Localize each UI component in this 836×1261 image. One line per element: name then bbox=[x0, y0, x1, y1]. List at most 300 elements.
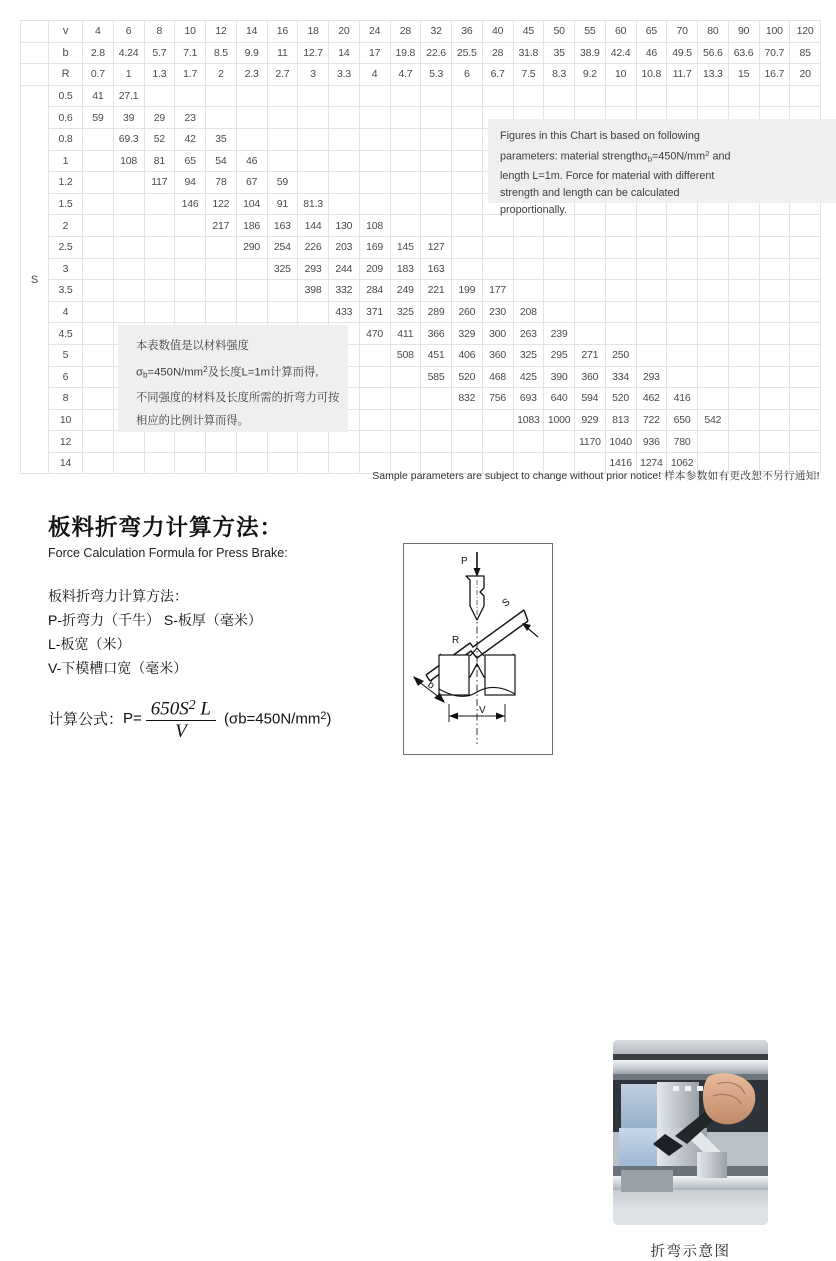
table-cell: 81.3 bbox=[298, 193, 329, 215]
table-cell bbox=[759, 431, 790, 453]
header-cell-R: 15 bbox=[728, 64, 759, 86]
table-cell: 332 bbox=[329, 280, 360, 302]
header-cell-v: 8 bbox=[144, 21, 175, 43]
header-cell-b: 85 bbox=[790, 42, 821, 64]
row-header-thickness: 1.5 bbox=[49, 193, 83, 215]
table-cell: 371 bbox=[359, 301, 390, 323]
table-cell bbox=[790, 431, 821, 453]
table-cell bbox=[544, 107, 575, 129]
table-cell bbox=[759, 236, 790, 258]
header-cell-b: 22.6 bbox=[421, 42, 452, 64]
table-cell: 144 bbox=[298, 215, 329, 237]
header-label-R: R bbox=[49, 64, 83, 86]
table-cell: 585 bbox=[421, 366, 452, 388]
table-corner-blank bbox=[21, 64, 49, 86]
formula-line-3: L-板宽（米） bbox=[48, 636, 131, 652]
mm-squared-sup: 2 bbox=[705, 149, 710, 159]
table-cell bbox=[267, 280, 298, 302]
table-cell bbox=[575, 150, 606, 172]
formula-line-4: V-下模槽口宽（毫米） bbox=[48, 660, 188, 676]
table-cell bbox=[728, 85, 759, 107]
table-cell bbox=[359, 193, 390, 215]
row-header-thickness: 12 bbox=[49, 431, 83, 453]
table-cell bbox=[83, 150, 114, 172]
table-cell bbox=[482, 172, 513, 194]
table-cell bbox=[728, 215, 759, 237]
table-cell bbox=[206, 431, 237, 453]
table-cell bbox=[298, 128, 329, 150]
table-cell: 27.1 bbox=[113, 85, 144, 107]
table-cell bbox=[790, 85, 821, 107]
table-cell: 59 bbox=[83, 107, 114, 129]
header-cell-v: 14 bbox=[236, 21, 267, 43]
table-cell: 813 bbox=[605, 409, 636, 431]
note-cn-line-3: 不同强度的材料及长度所需的折弯力可按 bbox=[136, 391, 340, 404]
table-cell bbox=[83, 409, 114, 431]
header-cell-b: 35 bbox=[544, 42, 575, 64]
header-cell-v: 28 bbox=[390, 21, 421, 43]
note-en-line-5: proportionally. bbox=[500, 204, 568, 217]
bend-force-table bbox=[20, 20, 821, 474]
table-cell bbox=[175, 85, 206, 107]
table-row bbox=[21, 344, 821, 366]
table-cell bbox=[329, 107, 360, 129]
table-cell bbox=[329, 323, 360, 345]
table-cell bbox=[206, 409, 237, 431]
table-cell bbox=[452, 431, 483, 453]
table-cell bbox=[206, 323, 237, 345]
table-cell bbox=[236, 431, 267, 453]
table-cell bbox=[544, 431, 575, 453]
table-row bbox=[21, 193, 821, 215]
table-cell bbox=[175, 258, 206, 280]
table-cell: 284 bbox=[359, 280, 390, 302]
table-cell: 35 bbox=[206, 128, 237, 150]
table-cell: 520 bbox=[605, 388, 636, 410]
table-cell bbox=[113, 172, 144, 194]
table-cell bbox=[267, 128, 298, 150]
table-cell: 756 bbox=[482, 388, 513, 410]
photo-caption: 折弯示意图 bbox=[650, 1244, 731, 1260]
table-cell bbox=[329, 388, 360, 410]
table-cell bbox=[390, 150, 421, 172]
table-cell bbox=[329, 366, 360, 388]
table-cell bbox=[482, 409, 513, 431]
table-cell bbox=[390, 431, 421, 453]
table-cell bbox=[144, 236, 175, 258]
table-cell: 929 bbox=[575, 409, 606, 431]
table-cell bbox=[728, 280, 759, 302]
table-cell: 67 bbox=[236, 172, 267, 194]
table-cell: 249 bbox=[390, 280, 421, 302]
table-cell bbox=[236, 258, 267, 280]
table-cell: 325 bbox=[390, 301, 421, 323]
note-cn-line-4: 相应的比例计算而得。 bbox=[136, 414, 249, 427]
table-cell bbox=[298, 409, 329, 431]
row-header-thickness: 3.5 bbox=[49, 280, 83, 302]
table-cell bbox=[605, 258, 636, 280]
table-cell bbox=[421, 409, 452, 431]
table-cell bbox=[390, 128, 421, 150]
table-cell bbox=[452, 85, 483, 107]
header-cell-R: 1 bbox=[113, 64, 144, 86]
table-cell: 360 bbox=[575, 366, 606, 388]
table-cell: 78 bbox=[206, 172, 237, 194]
table-cell: 94 bbox=[175, 172, 206, 194]
row-header-thickness: 1 bbox=[49, 150, 83, 172]
table-cell bbox=[482, 85, 513, 107]
table-cell bbox=[790, 128, 821, 150]
table-cell bbox=[359, 172, 390, 194]
table-cell bbox=[728, 193, 759, 215]
table-cell bbox=[452, 215, 483, 237]
table-cell bbox=[359, 150, 390, 172]
table-cell bbox=[636, 128, 667, 150]
table-cell bbox=[513, 85, 544, 107]
table-row bbox=[21, 128, 821, 150]
table-cell bbox=[636, 344, 667, 366]
table-cell bbox=[636, 193, 667, 215]
diagram-label-s: S bbox=[500, 596, 513, 610]
table-cell bbox=[298, 301, 329, 323]
table-row bbox=[21, 409, 821, 431]
header-cell-R: 0.7 bbox=[83, 64, 114, 86]
table-cell bbox=[513, 215, 544, 237]
table-cell: 199 bbox=[452, 280, 483, 302]
table-cell bbox=[267, 323, 298, 345]
header-cell-R: 4.7 bbox=[390, 64, 421, 86]
header-cell-R: 1.7 bbox=[175, 64, 206, 86]
table-cell: 542 bbox=[698, 409, 729, 431]
table-cell bbox=[482, 107, 513, 129]
table-cell bbox=[83, 366, 114, 388]
table-cell: 433 bbox=[329, 301, 360, 323]
table-cell bbox=[698, 85, 729, 107]
table-cell bbox=[236, 107, 267, 129]
header-cell-R: 11.7 bbox=[667, 64, 698, 86]
table-cell: 1000 bbox=[544, 409, 575, 431]
table-cell: 640 bbox=[544, 388, 575, 410]
table-cell bbox=[790, 388, 821, 410]
table-corner-blank bbox=[21, 21, 49, 43]
diagram-label-r: R bbox=[452, 635, 460, 646]
diagram-label-b: b bbox=[425, 679, 437, 692]
table-cell bbox=[298, 172, 329, 194]
table-cell bbox=[83, 258, 114, 280]
header-cell-v: 4 bbox=[83, 21, 114, 43]
table-cell bbox=[698, 128, 729, 150]
table-cell bbox=[513, 150, 544, 172]
header-cell-R: 2.7 bbox=[267, 64, 298, 86]
table-cell bbox=[575, 280, 606, 302]
table-cell bbox=[83, 172, 114, 194]
table-cell: 411 bbox=[390, 323, 421, 345]
table-cell bbox=[790, 150, 821, 172]
table-cell bbox=[267, 85, 298, 107]
table-cell bbox=[482, 128, 513, 150]
table-cell bbox=[144, 431, 175, 453]
note-en-line-3: length L=1m. Force for material with different bbox=[500, 169, 715, 182]
table-cell: 117 bbox=[144, 172, 175, 194]
table-cell bbox=[513, 236, 544, 258]
formula-equation bbox=[48, 694, 388, 743]
table-cell bbox=[544, 172, 575, 194]
table-cell bbox=[359, 128, 390, 150]
table-cell: 325 bbox=[513, 344, 544, 366]
header-cell-v: 6 bbox=[113, 21, 144, 43]
table-cell bbox=[728, 236, 759, 258]
table-cell: 360 bbox=[482, 344, 513, 366]
header-cell-R: 5.3 bbox=[421, 64, 452, 86]
header-cell-v: 18 bbox=[298, 21, 329, 43]
table-cell bbox=[206, 301, 237, 323]
row-header-thickness: 4.5 bbox=[49, 323, 83, 345]
calc-label: 计算公式： bbox=[48, 710, 124, 728]
table-cell bbox=[329, 344, 360, 366]
table-row bbox=[21, 366, 821, 388]
table-cell bbox=[636, 236, 667, 258]
table-cell bbox=[267, 431, 298, 453]
table-cell bbox=[698, 344, 729, 366]
table-cell bbox=[605, 236, 636, 258]
table-cell bbox=[113, 301, 144, 323]
table-cell bbox=[482, 193, 513, 215]
table-cell: 470 bbox=[359, 323, 390, 345]
table-cell bbox=[113, 388, 144, 410]
header-cell-R: 2 bbox=[206, 64, 237, 86]
table-cell bbox=[482, 236, 513, 258]
table-row bbox=[21, 107, 821, 129]
table-cell bbox=[113, 409, 144, 431]
table-cell bbox=[236, 388, 267, 410]
table-cell bbox=[298, 323, 329, 345]
table-cell bbox=[544, 258, 575, 280]
table-cell bbox=[575, 193, 606, 215]
row-header-thickness: 3 bbox=[49, 258, 83, 280]
table-cell: 300 bbox=[482, 323, 513, 345]
table-cell bbox=[667, 128, 698, 150]
table-cell bbox=[113, 280, 144, 302]
table-corner-blank bbox=[21, 42, 49, 64]
table-cell bbox=[544, 215, 575, 237]
table-cell: 334 bbox=[605, 366, 636, 388]
row-header-thickness: 0.8 bbox=[49, 128, 83, 150]
header-cell-v: 10 bbox=[175, 21, 206, 43]
table-cell bbox=[175, 366, 206, 388]
table-cell bbox=[759, 107, 790, 129]
table-cell: 693 bbox=[513, 388, 544, 410]
table-row bbox=[21, 236, 821, 258]
table-cell bbox=[698, 107, 729, 129]
table-cell bbox=[636, 323, 667, 345]
header-label-b: b bbox=[49, 42, 83, 64]
table-cell bbox=[267, 301, 298, 323]
table-cell: 290 bbox=[236, 236, 267, 258]
header-cell-b: 46 bbox=[636, 42, 667, 64]
header-cell-R: 13.3 bbox=[698, 64, 729, 86]
table-cell bbox=[83, 431, 114, 453]
table-cell: 104 bbox=[236, 193, 267, 215]
table-cell: 81 bbox=[144, 150, 175, 172]
table-cell: 145 bbox=[390, 236, 421, 258]
table-cell: 54 bbox=[206, 150, 237, 172]
note-cn-line-1: 本表数值是以材料强度 bbox=[136, 340, 249, 352]
table-cell bbox=[513, 107, 544, 129]
table-cell bbox=[575, 85, 606, 107]
table-cell bbox=[482, 258, 513, 280]
table-cell: 186 bbox=[236, 215, 267, 237]
table-cell bbox=[728, 172, 759, 194]
formula-line-2: P-折弯力（千牛） S-板厚（毫米） bbox=[48, 612, 262, 628]
table-cell bbox=[636, 280, 667, 302]
table-cell bbox=[575, 301, 606, 323]
table-cell bbox=[421, 431, 452, 453]
table-cell: 163 bbox=[421, 258, 452, 280]
header-cell-v: 24 bbox=[359, 21, 390, 43]
table-cell bbox=[267, 150, 298, 172]
table-cell bbox=[421, 150, 452, 172]
table-cell bbox=[667, 236, 698, 258]
table-cell: 293 bbox=[298, 258, 329, 280]
table-cell bbox=[236, 323, 267, 345]
table-cell bbox=[390, 409, 421, 431]
table-cell bbox=[390, 215, 421, 237]
table-cell: 594 bbox=[575, 388, 606, 410]
table-cell bbox=[206, 388, 237, 410]
note-en-line-1: Figures in this Chart is based on following bbox=[500, 130, 700, 142]
table-cell: 722 bbox=[636, 409, 667, 431]
table-cell bbox=[329, 409, 360, 431]
note-en-line-4: strength and length can be calculated bbox=[500, 187, 680, 200]
row-header-thickness: 2 bbox=[49, 215, 83, 237]
header-cell-v: 50 bbox=[544, 21, 575, 43]
table-cell: 29 bbox=[144, 107, 175, 129]
table-cell bbox=[698, 150, 729, 172]
table-cell bbox=[421, 172, 452, 194]
table-cell bbox=[513, 258, 544, 280]
table-cell bbox=[698, 172, 729, 194]
table-cell bbox=[544, 236, 575, 258]
table-cell bbox=[359, 409, 390, 431]
table-cell: 390 bbox=[544, 366, 575, 388]
table-cell bbox=[667, 344, 698, 366]
table-cell bbox=[667, 301, 698, 323]
table-cell bbox=[175, 388, 206, 410]
table-cell bbox=[452, 236, 483, 258]
table-cell bbox=[267, 388, 298, 410]
table-cell: 122 bbox=[206, 193, 237, 215]
header-cell-R: 1.3 bbox=[144, 64, 175, 86]
table-cell bbox=[728, 128, 759, 150]
table-cell bbox=[329, 431, 360, 453]
table-cell bbox=[728, 431, 759, 453]
table-cell bbox=[605, 301, 636, 323]
header-cell-b: 11 bbox=[267, 42, 298, 64]
table-cell: 52 bbox=[144, 128, 175, 150]
header-cell-b: 49.5 bbox=[667, 42, 698, 64]
row-axis-label-s: S bbox=[21, 85, 49, 474]
table-cell: 230 bbox=[482, 301, 513, 323]
table-row bbox=[21, 431, 821, 453]
bending-photo bbox=[613, 1040, 768, 1225]
table-cell bbox=[575, 128, 606, 150]
table-cell bbox=[175, 344, 206, 366]
header-cell-b: 28 bbox=[482, 42, 513, 64]
table-cell bbox=[175, 215, 206, 237]
table-cell: 416 bbox=[667, 388, 698, 410]
table-cell bbox=[667, 258, 698, 280]
table-cell bbox=[83, 193, 114, 215]
note-en-line-2: parameters: material $strength\sigma_b=450N/mm^2$ and bbox=[500, 149, 731, 164]
table-cell bbox=[790, 236, 821, 258]
row-header-thickness: 0.6 bbox=[49, 107, 83, 129]
table-cell: 329 bbox=[452, 323, 483, 345]
table-cell bbox=[267, 409, 298, 431]
table-cell: 183 bbox=[390, 258, 421, 280]
disclaimer-en: Sample parameters are subject to change without prior notice! bbox=[372, 470, 662, 482]
table-cell bbox=[83, 344, 114, 366]
header-cell-b: 8.5 bbox=[206, 42, 237, 64]
formula-text-column bbox=[48, 513, 388, 743]
table-cell bbox=[544, 193, 575, 215]
header-cell-R: 4 bbox=[359, 64, 390, 86]
table-cell bbox=[728, 409, 759, 431]
table-cell bbox=[636, 85, 667, 107]
header-cell-R: 8.3 bbox=[544, 64, 575, 86]
table-cell bbox=[113, 366, 144, 388]
table-cell bbox=[298, 388, 329, 410]
table-cell bbox=[728, 323, 759, 345]
table-cell: 366 bbox=[421, 323, 452, 345]
table-cell: 468 bbox=[482, 366, 513, 388]
table-cell bbox=[144, 193, 175, 215]
table-cell: 780 bbox=[667, 431, 698, 453]
table-cell bbox=[236, 128, 267, 150]
formula-definitions bbox=[48, 584, 388, 680]
table-cell bbox=[698, 236, 729, 258]
table-cell: 1274 bbox=[636, 452, 667, 474]
disclaimer-cn: 样本参数如有更改恕不另行通知! bbox=[664, 470, 820, 482]
table-cell bbox=[759, 388, 790, 410]
table-cell bbox=[482, 215, 513, 237]
table-cell bbox=[206, 344, 237, 366]
table-cell bbox=[236, 301, 267, 323]
header-cell-v: 120 bbox=[790, 21, 821, 43]
table-cell bbox=[144, 409, 175, 431]
table-cell: 239 bbox=[544, 323, 575, 345]
header-cell-b: 42.4 bbox=[605, 42, 636, 64]
table-cell bbox=[605, 280, 636, 302]
table-cell bbox=[636, 215, 667, 237]
row-header-thickness: 0.5 bbox=[49, 85, 83, 107]
row-header-thickness: 10 bbox=[49, 409, 83, 431]
header-cell-R: 16.7 bbox=[759, 64, 790, 86]
table-cell bbox=[421, 85, 452, 107]
table-cell bbox=[83, 323, 114, 345]
table-cell bbox=[636, 150, 667, 172]
table-cell: 1170 bbox=[575, 431, 606, 453]
table-cell bbox=[513, 128, 544, 150]
table-cell bbox=[544, 280, 575, 302]
table-cell bbox=[390, 388, 421, 410]
press-brake-diagram-svg bbox=[404, 544, 550, 752]
header-cell-v: 70 bbox=[667, 21, 698, 43]
table-cell bbox=[605, 128, 636, 150]
table-cell bbox=[175, 301, 206, 323]
table-cell bbox=[298, 366, 329, 388]
sigma-b-subscript: b bbox=[647, 154, 653, 164]
table-cell bbox=[175, 323, 206, 345]
